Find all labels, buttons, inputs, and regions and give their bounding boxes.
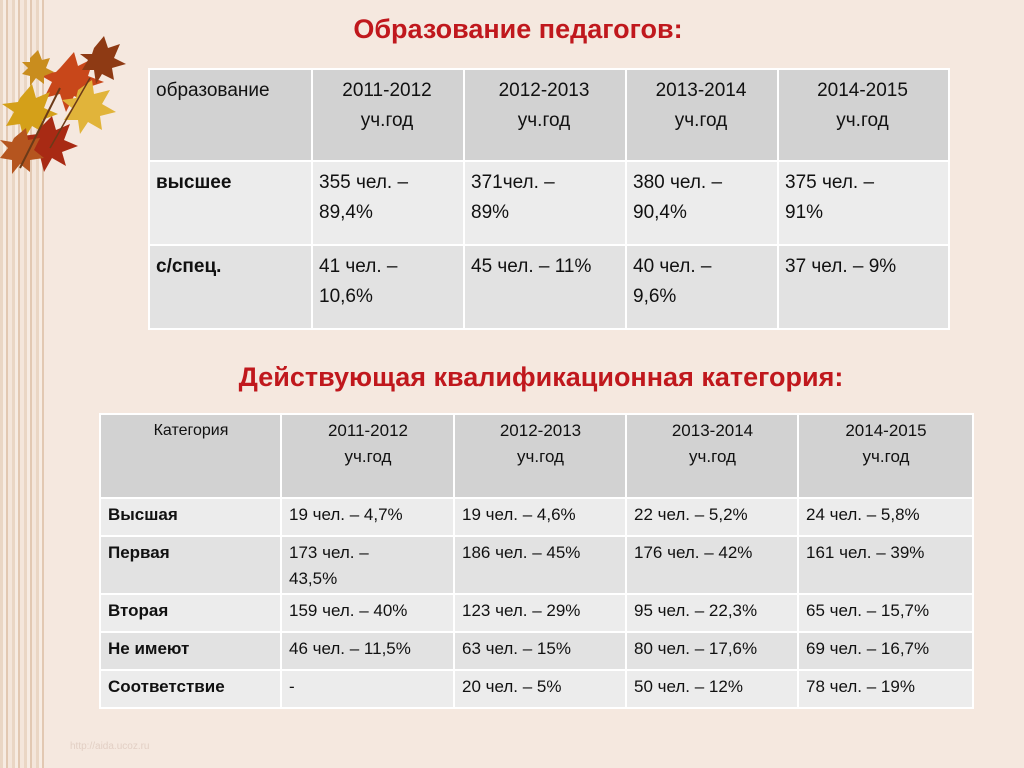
header-cell: 2011-2012 уч.год xyxy=(281,414,454,498)
table-cell: 186 чел. – 45% xyxy=(454,536,626,594)
table-row xyxy=(100,670,973,708)
row-label: с/спец. xyxy=(149,245,312,329)
table-cell: 380 чел. – 90,4% xyxy=(626,161,778,245)
row-label: Первая xyxy=(100,536,281,594)
row-label: Высшая xyxy=(100,498,281,536)
table-cell: 78 чел. – 19% xyxy=(798,670,973,708)
table-cell: 375 чел. – 91% xyxy=(778,161,949,245)
table-cell: 37 чел. – 9% xyxy=(778,245,949,329)
table-cell: 19 чел. – 4,7% xyxy=(281,498,454,536)
table-cell: - xyxy=(281,670,454,708)
row-label: Соответствие xyxy=(100,670,281,708)
table-row xyxy=(100,594,973,632)
table-row xyxy=(149,245,949,329)
table-row xyxy=(100,632,973,670)
header-cell: 2013-2014 уч.год xyxy=(626,69,778,161)
autumn-leaves-decoration xyxy=(0,28,140,198)
table-header-row xyxy=(149,69,949,161)
table-cell: 41 чел. – 10,6% xyxy=(312,245,464,329)
table-cell: 123 чел. – 29% xyxy=(454,594,626,632)
header-cell: 2012-2013 уч.год xyxy=(464,69,626,161)
table-cell: 69 чел. – 16,7% xyxy=(798,632,973,670)
category-title: Действующая квалификационная категория: xyxy=(238,362,844,392)
table-cell: 65 чел. – 15,7% xyxy=(798,594,973,632)
table-row xyxy=(149,161,949,245)
table-cell: 159 чел. – 40% xyxy=(281,594,454,632)
table-cell: 19 чел. – 4,6% xyxy=(454,498,626,536)
table-cell: 63 чел. – 15% xyxy=(454,632,626,670)
table-cell: 40 чел. – 9,6% xyxy=(626,245,778,329)
header-cell: 2014-2015 уч.год xyxy=(778,69,949,161)
row-label: высшее xyxy=(149,161,312,245)
table-cell: 371чел. – 89% xyxy=(464,161,626,245)
table-cell: 20 чел. – 5% xyxy=(454,670,626,708)
header-cell: 2012-2013 уч.год xyxy=(454,414,626,498)
watermark-url: http://aida.ucoz.ru xyxy=(70,741,150,752)
header-cell: Категория xyxy=(100,414,281,498)
table-row xyxy=(100,536,973,594)
header-cell: 2014-2015 уч.год xyxy=(798,414,973,498)
row-label: Не имеют xyxy=(100,632,281,670)
header-cell: 2011-2012 уч.год xyxy=(312,69,464,161)
education-title: Образование педагогов: xyxy=(353,14,683,44)
table-cell: 45 чел. – 11% xyxy=(464,245,626,329)
table-cell: 46 чел. – 11,5% xyxy=(281,632,454,670)
table-cell: 95 чел. – 22,3% xyxy=(626,594,798,632)
row-label: Вторая xyxy=(100,594,281,632)
category-table xyxy=(99,413,974,709)
header-cell: 2013-2014 уч.год xyxy=(626,414,798,498)
table-cell: 161 чел. – 39% xyxy=(798,536,973,594)
table-cell: 50 чел. – 12% xyxy=(626,670,798,708)
table-cell: 24 чел. – 5,8% xyxy=(798,498,973,536)
table-cell: 173 чел. – 43,5% xyxy=(281,536,454,594)
table-cell: 22 чел. – 5,2% xyxy=(626,498,798,536)
education-table xyxy=(148,68,950,330)
table-row xyxy=(100,498,973,536)
table-header-row xyxy=(100,414,973,498)
table-cell: 80 чел. – 17,6% xyxy=(626,632,798,670)
header-cell: образование xyxy=(149,69,312,161)
table-cell: 176 чел. – 42% xyxy=(626,536,798,594)
table-cell: 355 чел. – 89,4% xyxy=(312,161,464,245)
